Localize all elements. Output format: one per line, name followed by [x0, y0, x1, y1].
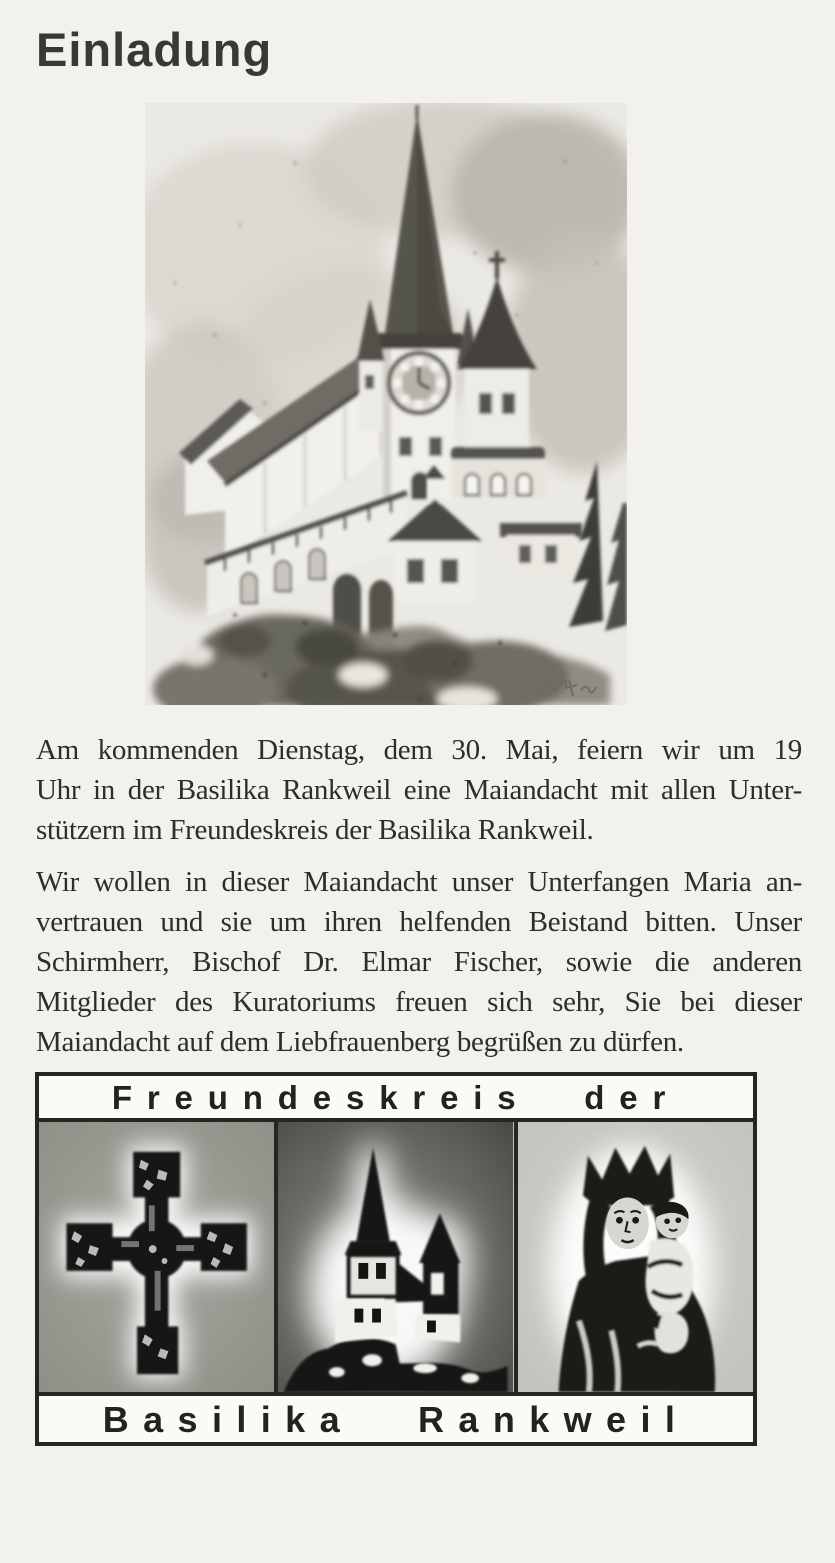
freundeskreis-logo-banner	[35, 1072, 757, 1446]
paragraph-event-announcement	[36, 730, 802, 850]
madonna-and-child-icon	[514, 1122, 753, 1392]
text-line: Wir wollen in dieser Maiandacht unser Unterfangen Maria an-	[36, 866, 802, 898]
basilica-silhouette-icon	[274, 1122, 513, 1392]
text-line: Maiandacht auf dem Liebfrauenberg begrüßen zu dürfen.	[36, 1026, 684, 1058]
banner-top-label: Freundeskreis der	[39, 1076, 753, 1122]
page-title: Einladung	[36, 23, 273, 76]
banner-panels	[39, 1122, 753, 1392]
paragraph-devotion-details	[36, 862, 802, 1062]
watercolor-basilika-rankweil-illustration	[145, 103, 627, 705]
banner-bottom-label: Basilika Rankweil	[39, 1392, 753, 1442]
text-line: Mitglieder des Kuratoriums freuen sich sehr, Sie bei dieser	[36, 986, 802, 1018]
text-line: Schirmherr, Bischof Dr. Elmar Fischer, sowie die anderen	[36, 946, 802, 978]
romanesque-cross-icon	[39, 1122, 274, 1392]
watercolor-church-painting	[145, 103, 627, 705]
text-line: Uhr in der Basilika Rankweil eine Maiandacht mit allen Unter-	[36, 774, 802, 806]
text-line: stützern im Freundeskreis der Basilika Rankweil.	[36, 814, 594, 846]
text-line: Am kommenden Dienstag, dem 30. Mai, feiern wir um 19	[36, 734, 802, 766]
text-line: vertrauen und sie um ihren helfenden Beistand bitten. Unser	[36, 906, 802, 938]
